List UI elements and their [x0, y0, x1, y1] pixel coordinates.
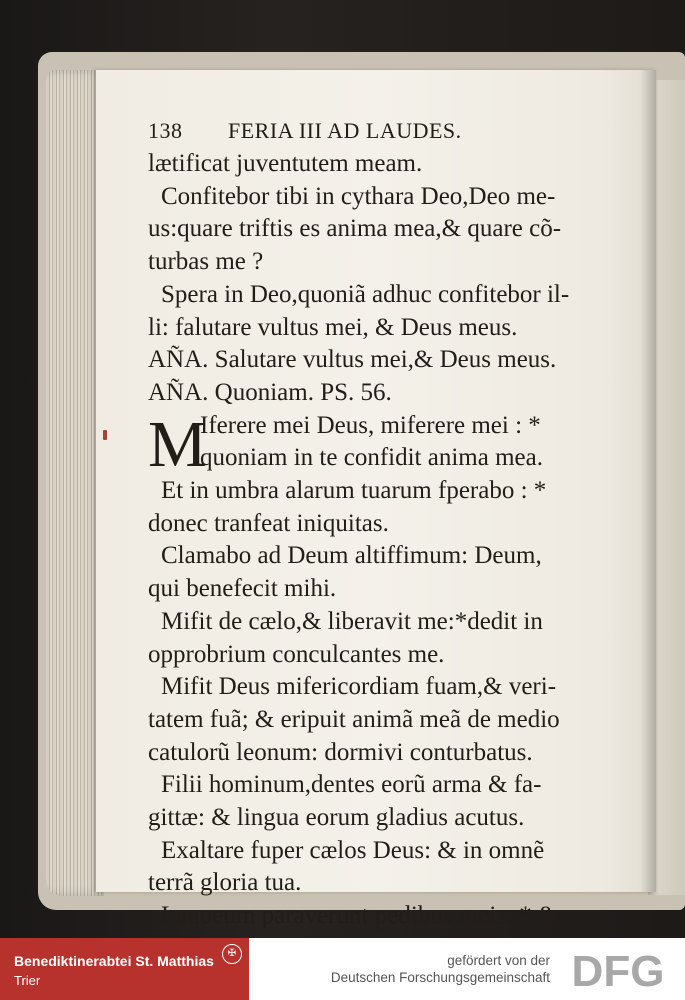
institution-city: Trier	[14, 973, 41, 988]
abbey-logo-icon: ✠	[222, 944, 242, 964]
sponsor-line-1: gefördert von der	[447, 953, 550, 968]
text-line: Clamabo ad Deum altiffimum: Deum,	[161, 542, 542, 570]
text-line: li: falutare vultus mei, & Deus meus.	[148, 313, 518, 341]
text-line: catulorũ leonum: dormivi conturbatus.	[148, 738, 533, 766]
page-text	[148, 116, 618, 933]
text-line: Spera in Deo,quoniã adhuc confitebor il-	[161, 280, 570, 308]
footer-bar	[0, 938, 685, 1000]
text-line: tatem fuã; & eripuit animã meã de medio	[148, 705, 560, 733]
text-line: opprobrium conculcantes me.	[148, 640, 445, 668]
text-line: donec tranfeat iniquitas.	[148, 509, 389, 537]
page-number: 138	[148, 118, 183, 144]
text-line: turbas me ?	[148, 248, 264, 276]
text-line: qui benefecit mihi.	[148, 575, 337, 603]
page-marker	[103, 430, 107, 440]
text-line: Laqueum paraverunt pedibus meis: * &	[161, 902, 558, 930]
text-line: Mifit Deus mifericordiam fuam,& veri-	[161, 673, 557, 701]
running-head	[148, 116, 618, 148]
text-line: Et in umbra alarum tuarum fperabo : *	[161, 477, 547, 505]
dfg-logo-text: DFG	[571, 948, 665, 992]
text-line: Filii hominum,dentes eorũ arma & fa-	[161, 771, 542, 799]
text-line: AÑA. Quoniam. PS. 56.	[148, 378, 392, 406]
sponsor-line-2: Deutschen Forschungsgemeinschaft	[330, 970, 550, 985]
drop-cap: M	[148, 407, 207, 481]
text-line: gittæ: & lingua eorum gladius acutus.	[148, 804, 525, 832]
text-line: lætificat juventutem meam.	[148, 150, 423, 177]
text-line: Mifit de cælo,& liberavit me:*dedit in	[161, 607, 543, 635]
running-head-title: FERIA III AD LAUDES.	[228, 118, 462, 144]
text-line: terrã gloria tua.	[148, 869, 302, 897]
text-line: Confitebor tibi in cythara Deo,Deo me-	[161, 182, 556, 210]
gutter-shadow	[640, 70, 656, 892]
institution-name: Benediktinerabtei St. Matthias	[14, 953, 214, 969]
text-line: quoniam in te confidit anima mea.	[200, 444, 543, 472]
dfg-logo[interactable]	[562, 948, 674, 992]
text-line: us:quare triftis es anima mea,& quare cõ-	[148, 215, 562, 243]
text-lines-after	[148, 475, 618, 933]
text-line: Exaltare fuper cælos Deus: & in omnẽ	[161, 836, 545, 864]
institution-badge[interactable]	[0, 938, 249, 1000]
text-line: Iferere mei Deus, miferere mei : *	[200, 411, 541, 439]
text-lines-before	[148, 148, 618, 410]
text-line: AÑA. Salutare vultus mei,& Deus meus.	[148, 346, 557, 374]
psalm-opening	[148, 407, 618, 481]
